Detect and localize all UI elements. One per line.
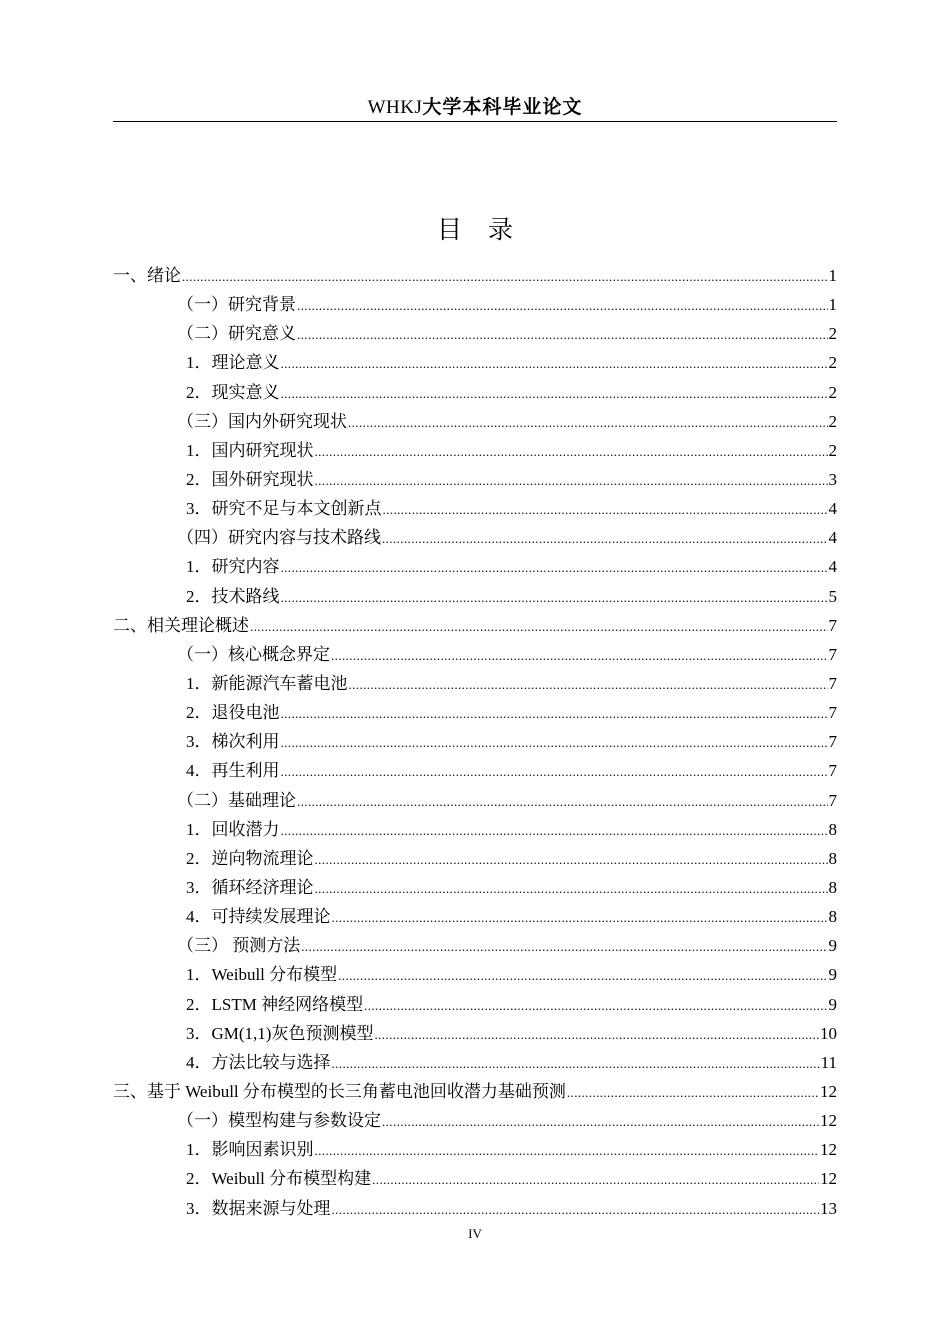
toc-entry-title: 3．循环经济理论 [186, 877, 314, 897]
toc-entry-title: 1．回收潜力 [186, 819, 280, 839]
toc-entry[interactable] [113, 990, 837, 1019]
toc-entry-page-number: 7 [828, 703, 837, 723]
toc-entry[interactable] [113, 1019, 837, 1048]
toc-entry-page-number: 12 [820, 1169, 837, 1189]
toc-entry[interactable] [113, 960, 837, 989]
toc-entry-page-number: 9 [828, 936, 837, 956]
toc-entry-page-number: 11 [820, 1052, 837, 1072]
toc-entry-title: 3．GM(1,1)灰色预测模型 [186, 1023, 374, 1043]
toc-entry-title: 1．理论意义 [186, 353, 280, 373]
toc-entry-title: 2．Weibull 分布模型构建 [186, 1169, 372, 1189]
toc-dot-leader [301, 932, 827, 961]
toc-dot-leader [250, 612, 828, 641]
toc-entry[interactable] [113, 756, 837, 785]
toc-entry[interactable] [113, 727, 837, 756]
toc-entry-page-number: 2 [828, 353, 837, 373]
header-university-code: WHKJ [367, 97, 423, 118]
toc-dot-leader [348, 408, 828, 437]
toc-entry-title: 2．国外研究现状 [186, 469, 314, 489]
toc-entry-title: 3．研究不足与本文创新点 [186, 499, 382, 519]
toc-dot-leader [374, 1020, 819, 1049]
toc-entry[interactable] [113, 348, 837, 377]
toc-entry-page-number: 7 [828, 644, 837, 664]
toc-entry-title: 三、基于 Weibull 分布模型的长三角蓄电池回收潜力基础预测 [113, 1081, 566, 1101]
toc-dot-leader [332, 903, 828, 932]
toc-dot-leader [297, 320, 828, 349]
toc-entry[interactable] [113, 407, 837, 436]
toc-entry[interactable] [113, 523, 837, 552]
toc-entry-page-number: 2 [828, 324, 837, 344]
toc-dot-leader [372, 1165, 819, 1194]
toc-entry[interactable] [113, 1106, 837, 1135]
toc-entry[interactable] [113, 902, 837, 931]
page-header [113, 93, 837, 122]
toc-entry[interactable] [113, 378, 837, 407]
toc-entry-page-number: 2 [828, 382, 837, 402]
toc-entry-title: 2．现实意义 [186, 382, 280, 402]
toc-entry-page-number: 2 [828, 440, 837, 460]
toc-entry-title: 2．技术路线 [186, 586, 280, 606]
toc-entry-title: 4．可持续发展理论 [186, 907, 331, 927]
toc-entry-title: 3．数据来源与处理 [186, 1198, 331, 1218]
toc-dot-leader [281, 553, 828, 582]
toc-entry[interactable] [113, 1194, 837, 1223]
toc-dot-leader [567, 1078, 819, 1107]
toc-dot-leader [281, 379, 828, 408]
toc-entry[interactable] [113, 319, 837, 348]
toc-dot-leader [315, 874, 828, 903]
toc-entry[interactable] [113, 844, 837, 873]
toc-dot-leader [383, 495, 828, 524]
toc-entry-title: 1．新能源汽车蓄电池 [186, 673, 348, 693]
toc-entry[interactable] [113, 494, 837, 523]
toc-title: 目录 [436, 215, 539, 244]
toc-dot-leader [297, 291, 828, 320]
toc-entry-page-number: 12 [820, 1081, 837, 1101]
toc-entry-title: （三） 预测方法 [177, 936, 301, 956]
toc-dot-leader [281, 349, 828, 378]
toc-entry-title: （一）研究背景 [177, 295, 296, 315]
toc-dot-leader [382, 524, 828, 553]
toc-entry-page-number: 5 [828, 586, 837, 606]
toc-dot-leader [332, 1049, 820, 1078]
toc-dot-leader [331, 641, 828, 670]
toc-entry[interactable] [113, 640, 837, 669]
toc-entry-page-number: 13 [820, 1198, 837, 1218]
toc-entry-title: （一）核心概念界定 [177, 644, 330, 664]
toc-entry-page-number: 8 [828, 907, 837, 927]
toc-entry-title: （三）国内外研究现状 [177, 411, 347, 431]
toc-entry-title: 二、相关理论概述 [113, 615, 249, 635]
toc-entry-page-number: 4 [828, 557, 837, 577]
toc-entry[interactable] [113, 290, 837, 319]
toc-entry-title: 1．Weibull 分布模型 [186, 965, 338, 985]
toc-entry-page-number: 8 [828, 877, 837, 897]
page-number: IV [468, 1226, 482, 1241]
toc-dot-leader [382, 1107, 819, 1136]
toc-entry-title: 4．再生利用 [186, 761, 280, 781]
toc-dot-leader [349, 670, 828, 699]
toc-entry[interactable] [113, 1135, 837, 1164]
toc-dot-leader [182, 262, 828, 291]
toc-dot-leader [338, 961, 827, 990]
toc-entry-title: （一）模型构建与参数设定 [177, 1111, 381, 1131]
toc-entry-page-number: 7 [828, 732, 837, 752]
header-thesis-title: 大学本科毕业论文 [422, 96, 583, 118]
toc-entry-page-number: 10 [820, 1023, 837, 1043]
toc-dot-leader [281, 728, 828, 757]
toc-entry-page-number: 3 [828, 469, 837, 489]
toc-entry-title: 2．逆向物流理论 [186, 848, 314, 868]
toc-entry-title: 1．影响因素识别 [186, 1140, 314, 1160]
toc-entry[interactable] [113, 815, 837, 844]
toc-entry-title: 2．LSTM 神经网络模型 [186, 994, 364, 1014]
toc-entry[interactable] [113, 465, 837, 494]
toc-entry-page-number: 7 [828, 790, 837, 810]
toc-entry[interactable] [113, 669, 837, 698]
toc-entry[interactable] [113, 611, 837, 640]
toc-entry-title: 2．退役电池 [186, 703, 280, 723]
toc-entry[interactable] [113, 261, 837, 290]
toc-entry-page-number: 9 [828, 994, 837, 1014]
toc-dot-leader [281, 757, 828, 786]
toc-entry-title: 一、绪论 [113, 266, 181, 285]
toc-entry-page-number: 9 [828, 965, 837, 985]
toc-entry-page-number: 4 [828, 499, 837, 519]
toc-entry-title: 1．研究内容 [186, 557, 280, 577]
toc-entry-page-number: 2 [828, 411, 837, 431]
toc-entry-page-number: 12 [820, 1140, 837, 1160]
toc-entry-title: 4．方法比较与选择 [186, 1052, 331, 1072]
toc-dot-leader [315, 1136, 820, 1165]
toc-entry-page-number: 7 [828, 761, 837, 781]
toc-dot-leader [315, 437, 828, 466]
toc-entry[interactable] [113, 873, 837, 902]
toc-entry-page-number: 8 [828, 848, 837, 868]
toc-entry-page-number: 7 [828, 615, 837, 635]
toc-dot-leader [315, 845, 828, 874]
toc-entry[interactable] [113, 552, 837, 581]
toc-entry[interactable] [113, 582, 837, 611]
toc-dot-leader [281, 816, 828, 845]
toc-entry-title: （二）基础理论 [177, 790, 296, 810]
toc-entry[interactable] [113, 786, 837, 815]
toc-entry-page-number: 7 [828, 673, 837, 693]
toc-entry[interactable] [113, 1164, 837, 1193]
toc-entry-title: （二）研究意义 [177, 324, 296, 344]
toc-entry-title: （四）研究内容与技术路线 [177, 528, 381, 548]
toc-entry-page-number: 1 [828, 295, 837, 315]
toc-entry-title: 1．国内研究现状 [186, 440, 314, 460]
toc-entry-page-number: 4 [828, 528, 837, 548]
table-of-contents [113, 261, 837, 1223]
toc-entry[interactable] [113, 1048, 837, 1077]
toc-entry[interactable] [113, 1077, 837, 1106]
toc-entry[interactable] [113, 698, 837, 727]
toc-entry-title: 3．梯次利用 [186, 732, 280, 752]
toc-dot-leader [281, 699, 828, 728]
toc-dot-leader [315, 466, 828, 495]
toc-dot-leader [281, 583, 828, 612]
toc-entry[interactable] [113, 436, 837, 465]
toc-entry-page-number: 8 [828, 819, 837, 839]
toc-entry[interactable] [113, 931, 837, 960]
toc-dot-leader [332, 1195, 820, 1224]
toc-entry-page-number: 1 [828, 266, 837, 285]
toc-entry-page-number: 12 [820, 1111, 837, 1131]
toc-dot-leader [364, 991, 827, 1020]
toc-dot-leader [297, 787, 828, 816]
